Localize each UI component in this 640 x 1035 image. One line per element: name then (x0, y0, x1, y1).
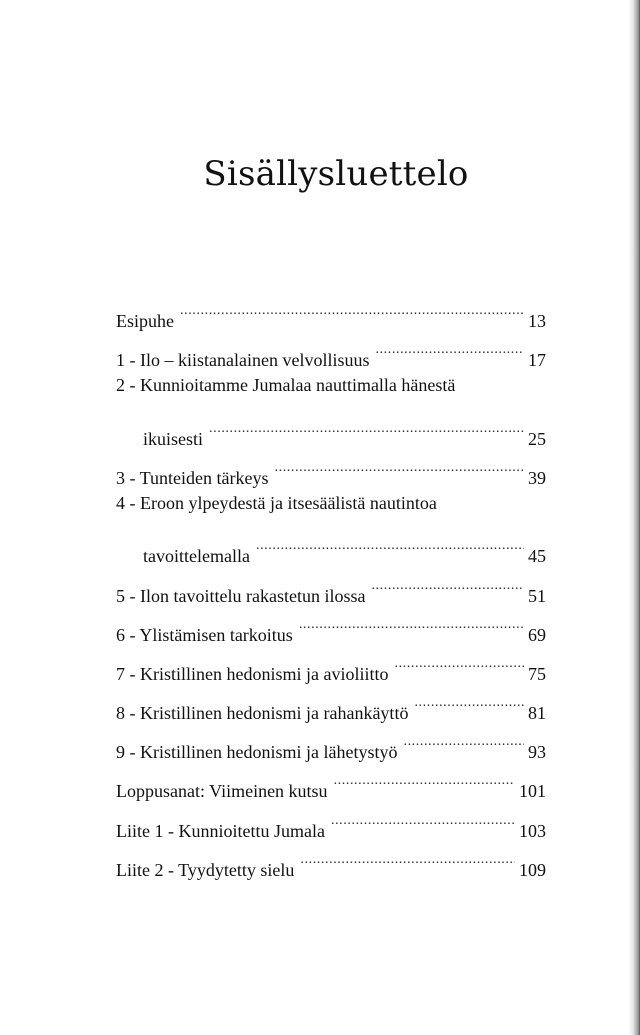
dot-leader (331, 797, 515, 836)
toc-entry-title: Liite 2 - Tyydytetty sielu (116, 859, 295, 880)
toc-entry-title: 2 - Kunnioitamme Jumalaa nauttimalla hänestä (116, 375, 456, 396)
toc-entry (116, 484, 546, 523)
toc-page-number: 13 (528, 311, 546, 332)
toc-entry-title: 3 - Tunteiden tärkeys (116, 467, 269, 488)
toc-entry-title: 5 - Ilon tavoittelu rakastetun ilossa (116, 585, 366, 606)
toc-entry-title: 9 - Kristillinen hedonismi ja lähetystyö (116, 742, 398, 763)
table-of-contents (116, 288, 546, 880)
dot-leader (375, 327, 524, 366)
toc-entry-title: 1 - Ilo – kiistanalainen velvollisuus (116, 350, 370, 371)
toc-page-number: 101 (519, 781, 546, 802)
toc-page-number: 103 (519, 820, 546, 841)
toc-entry-title: 8 - Kristillinen hedonismi ja rahankäyttö (116, 703, 409, 724)
toc-entry-title-continued: ikuisesti (143, 428, 204, 449)
dot-leader (256, 523, 524, 562)
toc-page-number: 109 (519, 859, 546, 880)
toc-entry-title: 4 - Eroon ylpeydestä ja itsesäälistä nautintoa (116, 492, 437, 513)
dot-leader (334, 758, 515, 797)
toc-entry (116, 327, 546, 371)
toc-page-number: 45 (528, 546, 546, 567)
dot-leader (209, 406, 524, 445)
page-title: Sisällysluettelo (203, 154, 469, 194)
toc-entry-title: 6 - Ylistämisen tarkoitus (116, 624, 293, 645)
toc-entry-title: Loppusanat: Viimeinen kutsu (116, 781, 328, 802)
page-edge-shadow (628, 0, 640, 1035)
dot-leader (275, 445, 525, 484)
toc-entry-continuation (116, 523, 546, 567)
toc-entry-continuation (116, 406, 546, 449)
dot-leader (299, 602, 524, 641)
dot-leader (403, 719, 524, 758)
toc-entry (116, 288, 546, 332)
toc-entry-title: Liite 1 - Kunnioitettu Jumala (116, 820, 325, 841)
toc-page-number: 25 (528, 428, 546, 449)
toc-page-number: 51 (528, 585, 546, 606)
dot-leader (394, 641, 524, 680)
toc-entry (116, 366, 546, 405)
toc-page-number: 39 (528, 467, 546, 488)
dot-leader (180, 288, 524, 327)
dot-leader (300, 837, 515, 876)
toc-entry-title-continued: tavoittelemalla (143, 546, 250, 567)
dot-leader (414, 680, 524, 719)
toc-page-number: 75 (528, 663, 546, 684)
toc-page-number: 81 (528, 703, 546, 724)
dot-leader (371, 562, 524, 601)
toc-page-number: 17 (528, 350, 546, 371)
toc-page-number: 93 (528, 742, 546, 763)
toc-page-number: 69 (528, 624, 546, 645)
toc-entry-title: 7 - Kristillinen hedonismi ja avioliitto (116, 663, 389, 684)
toc-entry-title: Esipuhe (116, 311, 174, 332)
